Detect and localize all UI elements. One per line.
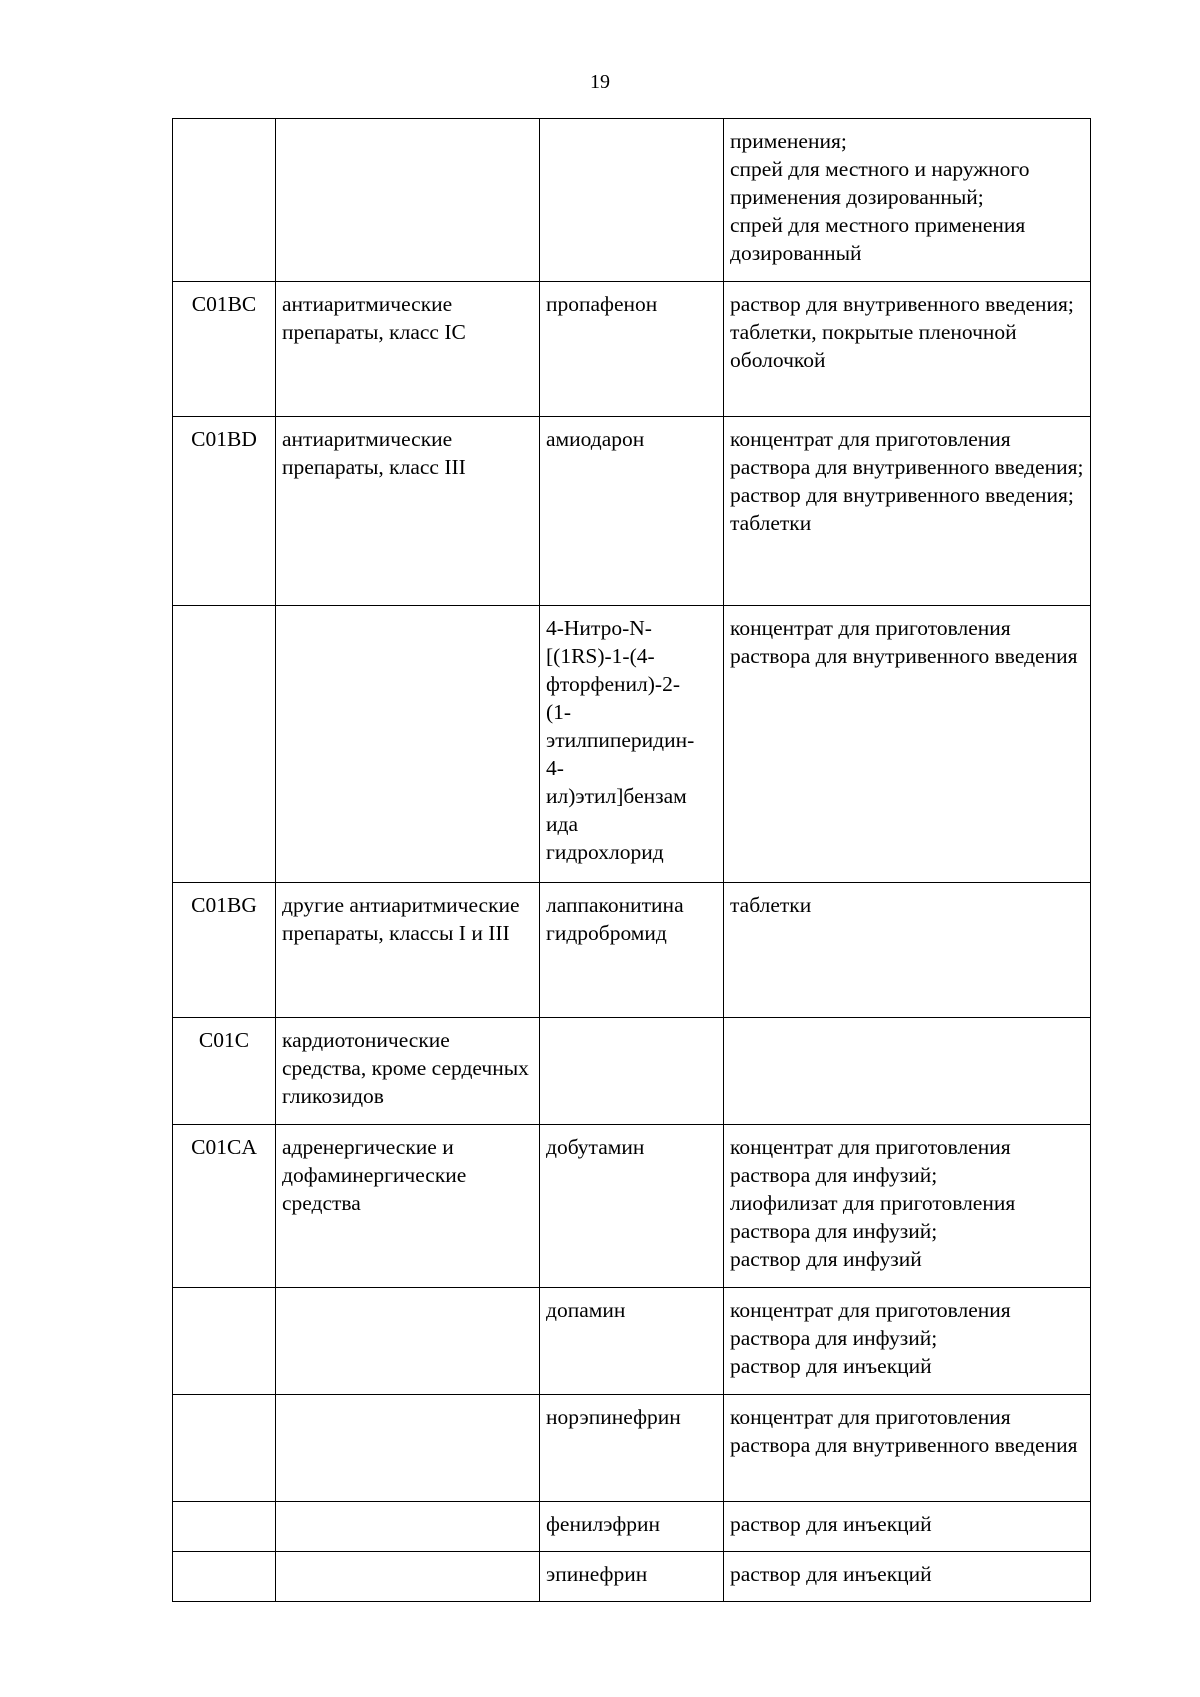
table-row [173, 606, 1091, 883]
substance-line: допамин [546, 1298, 626, 1322]
dosage-form-line: концентрат для приготовления раствора для инфузий; [730, 1298, 1011, 1350]
atc-code-cell: C01CA [173, 1125, 276, 1288]
dosage-form-line: таблетки, покрытые пленочной оболочкой [730, 320, 1017, 372]
dosage-forms-cell [724, 282, 1091, 417]
atc-code-cell [173, 1502, 276, 1552]
group-name-cell [276, 282, 540, 417]
table-row [173, 119, 1091, 282]
page-number: 19 [590, 71, 610, 93]
substance-cell [540, 417, 724, 606]
atc-code-cell: C01BD [173, 417, 276, 606]
substance-line: [(1RS)-1-(4- [546, 644, 655, 668]
atc-code-cell: C01C [173, 1018, 276, 1125]
dosage-form-line: концентрат для приготовления раствора для внутривенного введения; [730, 427, 1084, 479]
dosage-form-line: раствор для внутривенного введения; [730, 292, 1074, 316]
dosage-form-line: раствор для инъекций [730, 1354, 932, 1378]
table-row [173, 1502, 1091, 1552]
table-row [173, 1018, 1091, 1125]
drug-table [172, 118, 1091, 1602]
group-name-cell [276, 1288, 540, 1395]
substance-line: амиодарон [546, 427, 645, 451]
dosage-form-line: применения; [730, 129, 847, 153]
table-row [173, 282, 1091, 417]
group-name-cell [276, 417, 540, 606]
group-name-line: антиаритмические препараты, класс IC [282, 292, 466, 344]
dosage-forms-cell [724, 606, 1091, 883]
table-row [173, 1552, 1091, 1602]
atc-code-cell [173, 1288, 276, 1395]
dosage-form-line: концентрат для приготовления раствора для внутривенного введения [730, 1405, 1078, 1457]
dosage-forms-cell [724, 1552, 1091, 1602]
group-name-line: другие антиаритмические препараты, классы I и III [282, 893, 520, 945]
dosage-form-line: раствор для инъекций [730, 1512, 932, 1536]
dosage-forms-cell [724, 1288, 1091, 1395]
substance-line: ида [546, 812, 578, 836]
substance-line: фторфенил)-2- [546, 672, 680, 696]
substance-line: пропафенон [546, 292, 658, 316]
substance-line: фенилэфрин [546, 1512, 661, 1536]
group-name-cell [276, 1552, 540, 1602]
atc-code-cell: C01BG [173, 883, 276, 1018]
dosage-form-line: раствор для инъекций [730, 1562, 932, 1586]
dosage-form-line: раствор для внутривенного введения; [730, 483, 1074, 507]
group-name-line: антиаритмические препараты, класс III [282, 427, 466, 479]
substance-cell [540, 1125, 724, 1288]
table-row [173, 417, 1091, 606]
dosage-form-line: таблетки [730, 511, 812, 535]
substance-line: (1- [546, 700, 572, 724]
dosage-form-line: концентрат для приготовления раствора для инфузий; [730, 1135, 1011, 1187]
table-body [173, 119, 1091, 1602]
atc-code-cell [173, 606, 276, 883]
group-name-cell [276, 1395, 540, 1502]
atc-code-cell: C01BC [173, 282, 276, 417]
group-name-cell [276, 1502, 540, 1552]
group-name-line: кардиотонические средства, кроме сердечных гликозидов [282, 1028, 529, 1108]
dosage-forms-cell [724, 1502, 1091, 1552]
substance-cell [540, 606, 724, 883]
group-name-cell [276, 1125, 540, 1288]
substance-line: норэпинефрин [546, 1405, 681, 1429]
substance-line: гидрохлорид [546, 840, 664, 864]
dosage-forms-cell [724, 1018, 1091, 1125]
substance-line: добутамин [546, 1135, 645, 1159]
substance-cell [540, 1018, 724, 1125]
dosage-form-line: спрей для местного и наружного применения дозированный; [730, 157, 1030, 209]
dosage-form-line: раствор для инфузий [730, 1247, 922, 1271]
group-name-cell [276, 606, 540, 883]
group-name-cell [276, 119, 540, 282]
substance-line: эпинефрин [546, 1562, 648, 1586]
atc-code-cell [173, 1552, 276, 1602]
group-name-line: адренергические и дофаминергические средства [282, 1135, 467, 1215]
substance-cell [540, 883, 724, 1018]
dosage-form-line: таблетки [730, 893, 812, 917]
substance-cell [540, 119, 724, 282]
substance-line: лаппаконитина гидробромид [546, 893, 684, 945]
substance-line: 4- [546, 756, 564, 780]
table-row [173, 1395, 1091, 1502]
dosage-forms-cell [724, 1395, 1091, 1502]
substance-cell [540, 1288, 724, 1395]
table-row [173, 1288, 1091, 1395]
atc-code-cell [173, 119, 276, 282]
substance-cell [540, 282, 724, 417]
table-row [173, 1125, 1091, 1288]
substance-cell [540, 1502, 724, 1552]
substance-line: ил)этил]бензам [546, 784, 687, 808]
table-row [173, 883, 1091, 1018]
dosage-forms-cell [724, 119, 1091, 282]
dosage-form-line: концентрат для приготовления раствора для внутривенного введения [730, 616, 1078, 668]
substance-cell [540, 1552, 724, 1602]
group-name-cell [276, 883, 540, 1018]
substance-cell [540, 1395, 724, 1502]
atc-code-cell [173, 1395, 276, 1502]
dosage-forms-cell [724, 1125, 1091, 1288]
dosage-form-line: спрей для местного применения дозированный [730, 213, 1026, 265]
substance-line: 4-Нитро-N- [546, 616, 652, 640]
substance-line: этилпиперидин- [546, 728, 695, 752]
dosage-form-line: лиофилизат для приготовления раствора для инфузий; [730, 1191, 1016, 1243]
dosage-forms-cell [724, 883, 1091, 1018]
group-name-cell [276, 1018, 540, 1125]
dosage-forms-cell [724, 417, 1091, 606]
